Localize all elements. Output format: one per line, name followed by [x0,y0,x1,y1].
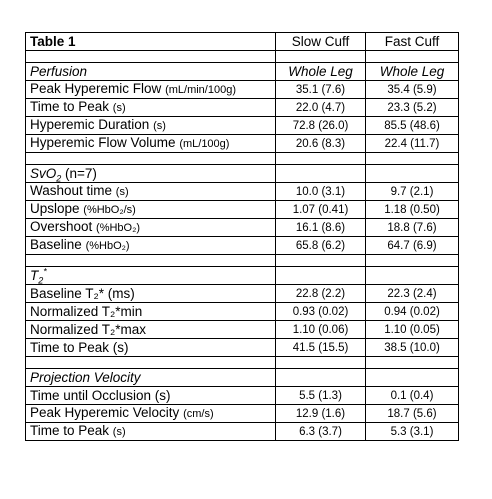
table-row [26,201,459,219]
cell-slow: 20.6 (8.3) [276,135,366,153]
table-row [26,321,459,339]
section-title: Perfusion [26,63,276,81]
table-row [26,219,459,237]
table-row [26,183,459,201]
cell-fast: 0.1 (0.4) [366,387,459,405]
table-row [26,81,459,99]
cell-fast: 5.3 (3.1) [366,423,459,441]
cell-fast: 0.94 (0.02) [366,303,459,321]
cell-fast: 23.3 (5.2) [366,99,459,117]
cell-slow: 10.0 (3.1) [276,183,366,201]
table-row [26,387,459,405]
cell-fast: 18.7 (5.6) [366,405,459,423]
cell-slow: 5.5 (1.3) [276,387,366,405]
section-header-t2 [26,267,459,285]
header-row [26,33,459,51]
results-table [25,32,459,441]
cell-slow: 1.07 (0.41) [276,201,366,219]
table-row [26,339,459,357]
table-row [26,405,459,423]
row-label: Peak Hyperemic Flow (mL/min/100g) [26,81,276,99]
row-label: Normalized T₂*min [26,303,276,321]
spacer-row [26,255,459,267]
cell-slow: 1.10 (0.06) [276,321,366,339]
cell-fast: 22.3 (2.4) [366,285,459,303]
spacer-row [26,51,459,63]
cell-fast: 9.7 (2.1) [366,183,459,201]
cell-slow: 12.9 (1.6) [276,405,366,423]
cell-fast: 64.7 (6.9) [366,237,459,255]
table-row [26,237,459,255]
cell-slow: 6.3 (3.7) [276,423,366,441]
cell-slow: 72.8 (26.0) [276,117,366,135]
table-row [26,117,459,135]
cell-fast: 35.4 (5.9) [366,81,459,99]
row-label: Baseline (%HbO₂) [26,237,276,255]
cell-fast: 1.10 (0.05) [366,321,459,339]
table-title: Table 1 [26,33,276,51]
cell-fast: 18.8 (7.6) [366,219,459,237]
cell-slow: 35.1 (7.6) [276,81,366,99]
section-title: SvO$_2$ (n=7) [26,165,276,183]
cell-slow: 22.8 (2.2) [276,285,366,303]
row-label: Time until Occlusion (s) [26,387,276,405]
row-label: Time to Peak (s) [26,339,276,357]
section-title: Projection Velocity [26,369,276,387]
row-label: Upslope (%HbO₂/s) [26,201,276,219]
row-label: Time to Peak (s) [26,99,276,117]
section-title: $T_2^*$ [26,267,276,285]
column-header-fast-cuff: Fast Cuff [366,33,459,51]
row-label: Overshoot (%HbO₂) [26,219,276,237]
row-label: Hyperemic Flow Volume (mL/100g) [26,135,276,153]
row-label: Time to Peak (s) [26,423,276,441]
cell-slow: 16.1 (8.6) [276,219,366,237]
row-label: Peak Hyperemic Velocity (cm/s) [26,405,276,423]
results-table-container [25,32,459,441]
table-row [26,423,459,441]
sub-header-fast: Whole Leg [366,63,459,81]
spacer-row [26,357,459,369]
cell-fast: 1.18 (0.50) [366,201,459,219]
row-label: Hyperemic Duration (s) [26,117,276,135]
cell-slow: 41.5 (15.5) [276,339,366,357]
table-row [26,285,459,303]
cell-fast: 22.4 (11.7) [366,135,459,153]
row-label: Washout time (s) [26,183,276,201]
row-label: Normalized T₂*max [26,321,276,339]
cell-fast: 38.5 (10.0) [366,339,459,357]
table-row [26,303,459,321]
cell-slow: 22.0 (4.7) [276,99,366,117]
spacer-row [26,153,459,165]
column-header-slow-cuff: Slow Cuff [276,33,366,51]
table-row [26,135,459,153]
cell-slow: 0.93 (0.02) [276,303,366,321]
cell-slow: 65.8 (6.2) [276,237,366,255]
sub-header-slow: Whole Leg [276,63,366,81]
section-header-velocity [26,369,459,387]
section-header-svo2 [26,165,459,183]
table-row [26,99,459,117]
row-label: Baseline T₂* (ms) [26,285,276,303]
cell-fast: 85.5 (48.6) [366,117,459,135]
section-header-perfusion [26,63,459,81]
